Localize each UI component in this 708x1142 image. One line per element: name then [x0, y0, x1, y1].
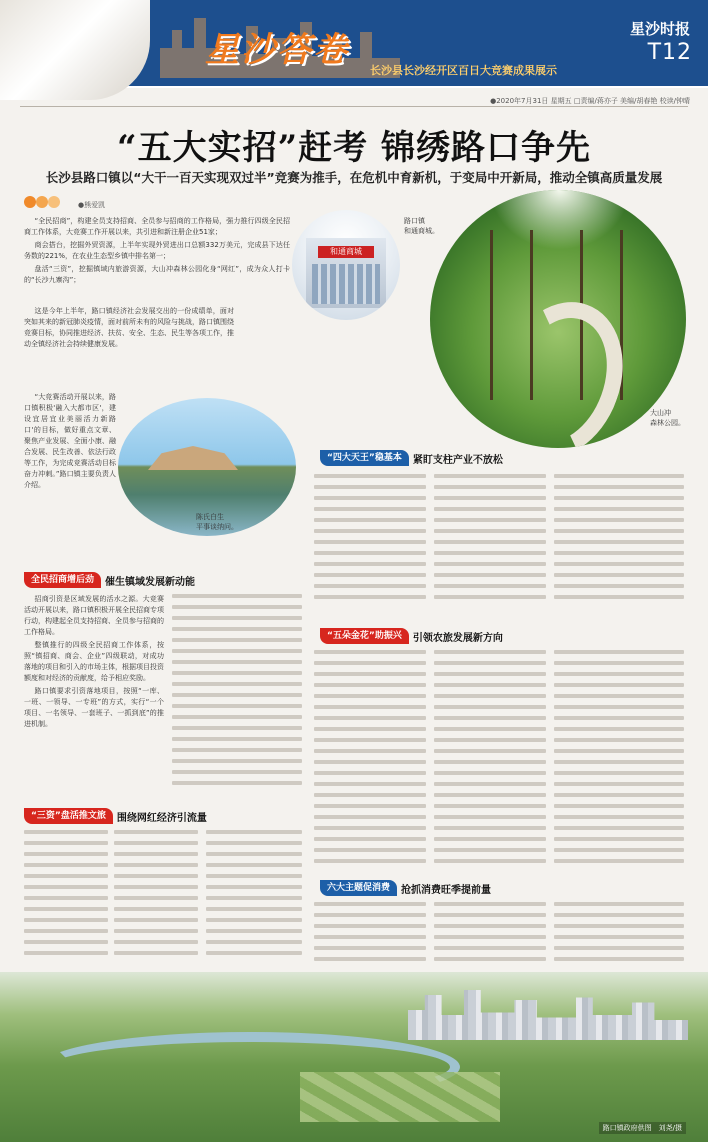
text-column [24, 830, 108, 970]
section-head-consumption [320, 880, 680, 896]
lake-pavilion [148, 446, 238, 470]
masthead [0, 0, 708, 88]
text-column [554, 902, 684, 972]
top-rule [20, 106, 688, 107]
section-head-four-kings [320, 450, 650, 466]
section-title: 引领农旅发展新方向 [412, 632, 503, 644]
body-paragraph: 路口镇要求引资落地项目，按照“一库、一班、一领导、一专班”的方式，实行“一个项目、一名领导、一套班子、一抓到底”的推进机制。 [24, 687, 164, 728]
section-head-investment [24, 572, 304, 588]
text-column [314, 474, 426, 614]
orange-circles-icon [22, 192, 70, 212]
page-number: T12 [647, 40, 692, 65]
section-head-assets [24, 808, 304, 824]
section-tag: 全民招商增后劲 [24, 572, 101, 588]
aerial-cityscape [408, 990, 688, 1040]
intro-paragraph: 盘活“三资”，挖掘镇域内旅游资源，大山冲森林公园化身“网红”，成为众人打卡的“长沙九寨沟”； [24, 265, 290, 284]
headline-deck: 长沙县路口镇以“大干一百天实现双过半”竞赛为推手，在危机中育新机，于变局中开新局，推动全镇高质量发展 [45, 170, 663, 185]
forest-park-photo [430, 190, 686, 448]
mall-sign [318, 246, 374, 258]
mall-sign-text: 和通商城 [330, 247, 362, 256]
section-title: 紧盯支柱产业不放松 [412, 454, 503, 466]
intro-paragraph: 这是今年上半年，路口镇经济社会发展交出的一份成绩单，面对突如其来的新冠肺炎疫情，面对前所未有的风险与挑战，路口镇围绕竞赛目标，协同推进经济、扶贫、安全、生态、民生等各项工作，推动全镇经济社会持续健康发展。 [24, 307, 234, 348]
text-column [114, 830, 198, 970]
section-tag: “五朵金花”助振兴 [320, 628, 409, 644]
section-tag: “三资”盘活推文旅 [24, 808, 113, 824]
mall-photo [292, 210, 400, 320]
text-column [434, 474, 546, 614]
mall-windows [312, 264, 380, 304]
text-column [206, 830, 302, 970]
section-title: 围绕网红经济引流量 [116, 812, 207, 824]
intro-paragraph: 商会搭台，挖掘外贸资源，上半年实现外贸进出口总额332万美元，完成县下达任务数的221%，在农业生态型乡镇中排名第一； [24, 241, 290, 260]
section-tag: “四大天王”稳基本 [320, 450, 409, 466]
text-column [554, 650, 684, 878]
intro-quote-text [24, 392, 116, 550]
body-paragraph: 整镇推行的四级全民招商工作体系，按照“镇招商、商会、企业”四级联动，对成功落地的项目和引入的市场主体，根据项目投资额度和对经济的贡献度，给予相应奖励。 [24, 641, 164, 682]
page-headline: “五大实招”赶考 锦绣路口争先 [117, 128, 591, 168]
body-paragraph: 招商引资是区域发展的活水之源。大竞赛活动开展以来，路口镇积极开展全民招商专项行动，构建起全员支持招商、全员参与招商的工作格局。 [24, 595, 164, 636]
masthead-subtitle: 长沙县长沙经开区百日大竞赛成果展示 [370, 64, 557, 77]
text-column [434, 650, 546, 878]
byline: ●熊爱凯 [78, 201, 106, 209]
photo-credit: 路口镇政府供图 刘尧/摄 [599, 1122, 686, 1134]
section-title: 抢抓消费旺季提前量 [401, 884, 492, 896]
text-column [434, 902, 546, 972]
dateline: ●2020年7月31日 星期五 □责编/蒋亦子 美编/胡春艳 校读/钟晴 [490, 97, 690, 105]
section-head-five-flowers [320, 628, 680, 644]
text-column [314, 650, 426, 878]
intro-text [24, 216, 290, 308]
tree-trunk [490, 230, 493, 400]
mall-caption: 路口镇 和通商城。 [404, 217, 439, 235]
section-logo: 星沙答卷 [205, 30, 349, 70]
sec1-text-left [24, 594, 164, 802]
park-path [476, 284, 643, 448]
intro-more-text [24, 306, 234, 392]
section-title: 催生镇域发展新动能 [105, 576, 196, 588]
park-caption: 大山冲 森林公园。 [650, 409, 685, 427]
text-column [554, 474, 684, 614]
newspaper-brand: 星沙时报 [629, 20, 690, 38]
text-column [172, 594, 302, 802]
intro-paragraph: “大竞赛活动开展以来，路口镇积极'融入大都市区'，建设宜居宜业美丽活力新路口'的目标，做好重点文章、聚焦产业发展、全面小康、融合发展、民生改善、依法行政等工作，为完成竞赛活动目标奋力冲刺。”路口镇主要负责人介绍。 [24, 393, 116, 489]
lake-caption: 陈氏白生 平事谈纳问。 [196, 513, 238, 531]
page-curl-decoration [0, 0, 150, 100]
text-column [314, 902, 426, 972]
aerial-town-photo [0, 972, 708, 1142]
section-tag: 六大主题促消费 [320, 880, 397, 896]
park-sky [490, 190, 630, 250]
intro-paragraph: “全民招商”，构建全员支持招商、全员参与招商的工作格局，强力推行四级全民招商工作体系，大竞赛工作开展以来，共引进和新注册企业51家； [24, 217, 290, 236]
aerial-fields [300, 1072, 500, 1122]
